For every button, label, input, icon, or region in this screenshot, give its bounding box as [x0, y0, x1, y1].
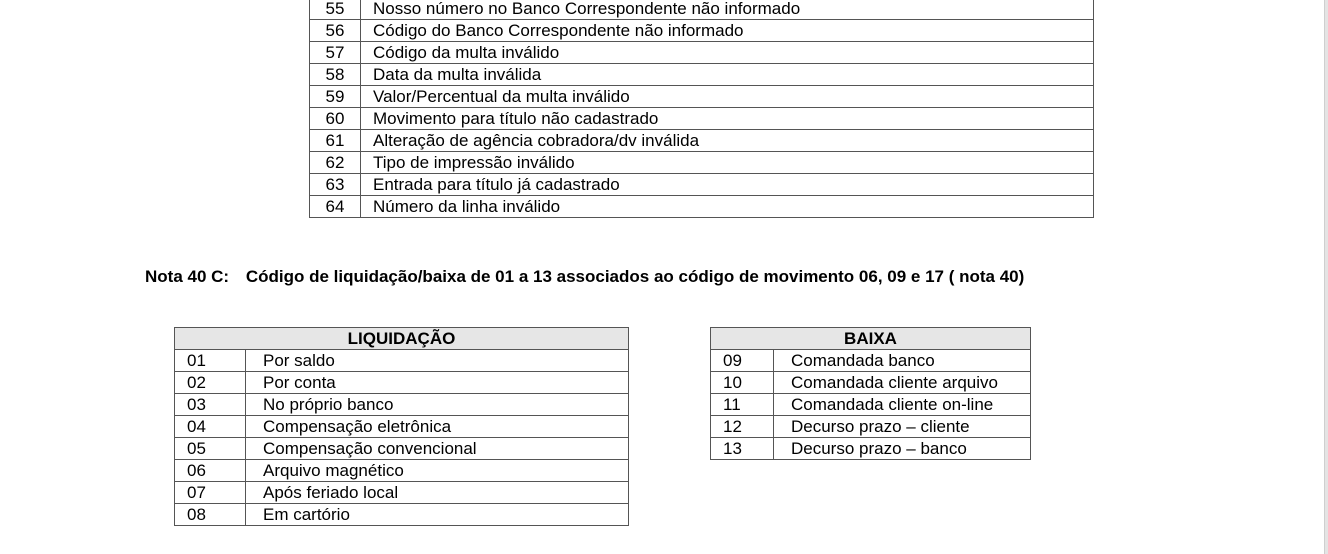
table-row [175, 372, 629, 394]
table-row [175, 394, 629, 416]
code-cell: 03 [175, 394, 246, 416]
description-cell: Tipo de impressão inválido [361, 152, 1094, 174]
code-cell: 56 [310, 20, 361, 42]
code-cell: 06 [175, 460, 246, 482]
description-cell: Por saldo [246, 350, 629, 372]
code-cell: 07 [175, 482, 246, 504]
note-label: Nota 40 C: [145, 267, 230, 286]
note-text: Código de liquidação/baixa de 01 a 13 associados ao código de movimento 06, 09 e 17 ( nota 40) [245, 267, 1025, 286]
code-cell: 05 [175, 438, 246, 460]
window-edge [1324, 0, 1328, 554]
table-row [711, 438, 1031, 460]
description-cell: Após feriado local [246, 482, 629, 504]
description-cell: Nosso número no Banco Correspondente não informado [361, 0, 1094, 20]
description-cell: Comandada cliente on-line [774, 394, 1031, 416]
code-cell: 59 [310, 86, 361, 108]
code-cell: 57 [310, 42, 361, 64]
code-cell: 11 [711, 394, 774, 416]
code-cell: 09 [711, 350, 774, 372]
description-cell: Compensação convencional [246, 438, 629, 460]
code-cell: 10 [711, 372, 774, 394]
description-cell: Número da linha inválido [361, 196, 1094, 218]
description-cell: Valor/Percentual da multa inválido [361, 86, 1094, 108]
table-row [310, 174, 1094, 196]
code-cell: 64 [310, 196, 361, 218]
description-cell: Comandada banco [774, 350, 1031, 372]
table-row [310, 20, 1094, 42]
description-cell: Em cartório [246, 504, 629, 526]
code-cell: 13 [711, 438, 774, 460]
table-row [310, 42, 1094, 64]
table-row [175, 460, 629, 482]
code-cell: 08 [175, 504, 246, 526]
table-row [310, 130, 1094, 152]
code-cell: 58 [310, 64, 361, 86]
description-cell: Data da multa inválida [361, 64, 1094, 86]
table-row [175, 350, 629, 372]
table-row [310, 64, 1094, 86]
description-cell: Decurso prazo – cliente [774, 416, 1031, 438]
description-cell: Alteração de agência cobradora/dv inválida [361, 130, 1094, 152]
description-cell: Compensação eletrônica [246, 416, 629, 438]
table-header-row [175, 328, 629, 350]
table-row [310, 0, 1094, 20]
table-row [310, 108, 1094, 130]
description-cell: Código da multa inválido [361, 42, 1094, 64]
table-row [711, 372, 1031, 394]
description-cell: Por conta [246, 372, 629, 394]
table-row [175, 438, 629, 460]
code-cell: 60 [310, 108, 361, 130]
description-cell: Arquivo magnético [246, 460, 629, 482]
table-row [310, 196, 1094, 218]
table-row [711, 394, 1031, 416]
liquidacao-header: LIQUIDAÇÃO [175, 328, 629, 350]
code-cell: 61 [310, 130, 361, 152]
table-row [310, 152, 1094, 174]
table-row [711, 416, 1031, 438]
code-cell: 02 [175, 372, 246, 394]
table-row [175, 416, 629, 438]
baixa-header: BAIXA [711, 328, 1031, 350]
code-cell: 63 [310, 174, 361, 196]
description-cell: Decurso prazo – banco [774, 438, 1031, 460]
code-cell: 01 [175, 350, 246, 372]
table-row [310, 86, 1094, 108]
note-40c [145, 267, 1024, 287]
description-cell: Comandada cliente arquivo [774, 372, 1031, 394]
occurrence-codes-table [309, 0, 1094, 218]
description-cell: Entrada para título já cadastrado [361, 174, 1094, 196]
description-cell: Movimento para título não cadastrado [361, 108, 1094, 130]
code-cell: 12 [711, 416, 774, 438]
code-cell: 62 [310, 152, 361, 174]
code-cell: 55 [310, 0, 361, 20]
liquidacao-table [174, 327, 629, 526]
table-row [175, 482, 629, 504]
table-row [711, 350, 1031, 372]
description-cell: Código do Banco Correspondente não informado [361, 20, 1094, 42]
description-cell: No próprio banco [246, 394, 629, 416]
table-row [175, 504, 629, 526]
table-header-row [711, 328, 1031, 350]
code-cell: 04 [175, 416, 246, 438]
baixa-table [710, 327, 1031, 460]
